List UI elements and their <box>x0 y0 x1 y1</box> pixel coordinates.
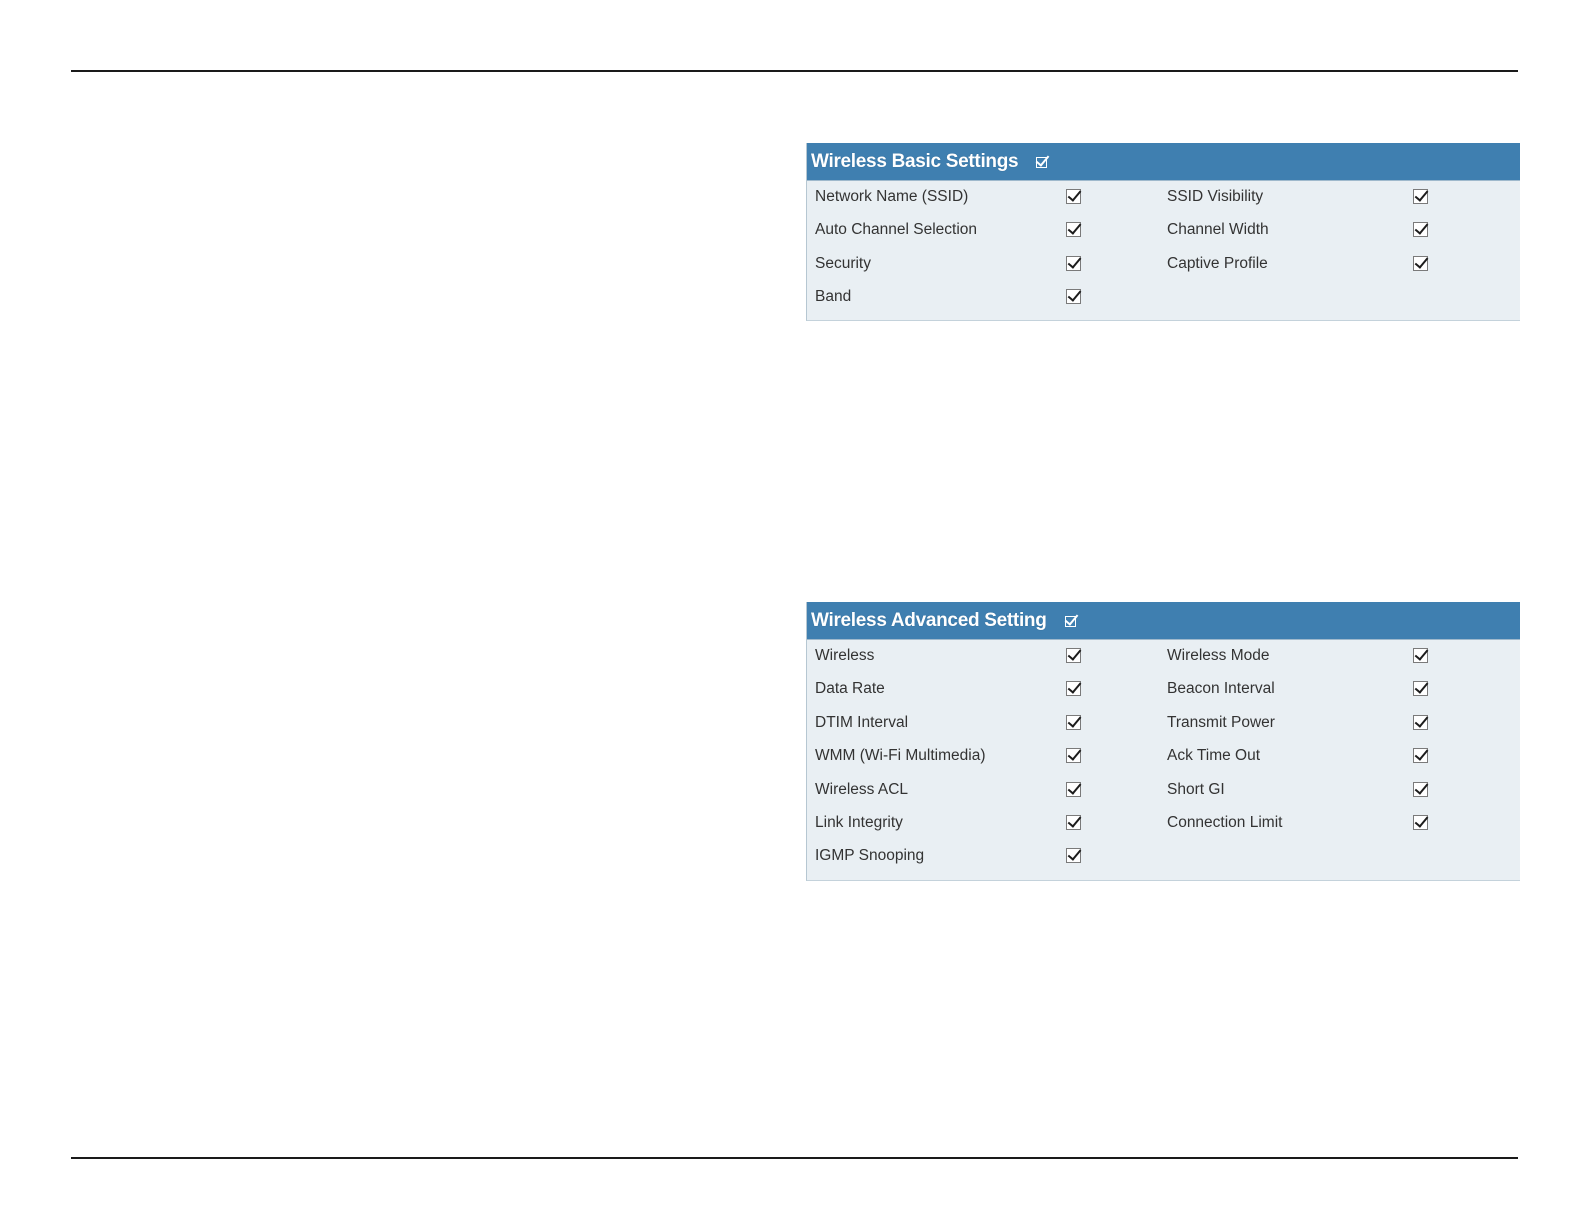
setting-checkbox[interactable] <box>1413 748 1428 763</box>
setting-label: Wireless Mode <box>1167 647 1270 664</box>
setting-label: DTIM Interval <box>815 713 909 731</box>
setting-checkbox[interactable] <box>1413 715 1428 730</box>
setting-label: Captive Profile <box>1167 254 1268 272</box>
settings-row <box>807 840 1520 873</box>
setting-label: Transmit Power <box>1167 713 1275 731</box>
settings-row <box>807 181 1520 214</box>
setting-checkbox[interactable] <box>1066 256 1081 271</box>
check-icon <box>1036 152 1050 166</box>
settings-row <box>807 281 1520 314</box>
setting-checkbox[interactable] <box>1066 815 1081 830</box>
setting-checkbox[interactable] <box>1413 189 1428 204</box>
check-icon <box>1068 287 1082 301</box>
setting-label: Data Rate <box>815 680 885 698</box>
setting-checkbox[interactable] <box>1066 681 1081 696</box>
check-icon <box>1068 187 1082 201</box>
top-rule <box>71 70 1518 72</box>
setting-label: Connection Limit <box>1167 814 1283 831</box>
settings-row <box>807 707 1520 740</box>
check-icon <box>1068 254 1082 268</box>
setting-checkbox[interactable] <box>1413 222 1428 237</box>
setting-label: Band <box>815 288 852 306</box>
check-icon <box>1068 847 1082 861</box>
setting-checkbox[interactable] <box>1066 848 1081 863</box>
check-icon <box>1068 221 1082 235</box>
setting-checkbox[interactable] <box>1066 189 1081 204</box>
settings-row <box>807 673 1520 706</box>
setting-checkbox[interactable] <box>1066 782 1081 797</box>
setting-checkbox[interactable] <box>1066 289 1081 304</box>
setting-checkbox[interactable] <box>1413 648 1428 663</box>
check-icon <box>1068 746 1082 760</box>
check-icon <box>1064 611 1078 625</box>
wireless-advanced-setting-select-all-checkbox[interactable] <box>1065 614 1079 628</box>
setting-label: Short GI <box>1167 780 1225 798</box>
setting-label: Wireless <box>815 647 875 664</box>
setting-checkbox[interactable] <box>1413 782 1428 797</box>
wireless-basic-settings-header <box>807 143 1520 181</box>
bottom-rule <box>71 1157 1518 1159</box>
check-icon <box>1415 646 1429 660</box>
check-icon <box>1415 746 1429 760</box>
setting-label: Security <box>815 254 871 272</box>
setting-label: Network Name (SSID) <box>815 188 969 205</box>
setting-label: Beacon Interval <box>1167 680 1275 698</box>
check-icon <box>1415 254 1429 268</box>
setting-label: WMM (Wi-Fi Multimedia) <box>815 747 986 765</box>
settings-row <box>807 640 1520 673</box>
check-icon <box>1415 187 1429 201</box>
check-icon <box>1068 680 1082 694</box>
setting-label: Ack Time Out <box>1167 747 1261 765</box>
wireless-advanced-setting-header <box>807 602 1520 640</box>
check-icon <box>1415 780 1429 794</box>
setting-label: SSID Visibility <box>1167 188 1264 205</box>
wireless-advanced-setting-title: Wireless Advanced Setting <box>811 609 1047 631</box>
setting-checkbox[interactable] <box>1413 815 1428 830</box>
setting-checkbox[interactable] <box>1066 748 1081 763</box>
settings-row <box>807 248 1520 281</box>
setting-label: IGMP Snooping <box>815 847 925 865</box>
setting-label: Link Integrity <box>815 814 903 831</box>
setting-checkbox[interactable] <box>1413 256 1428 271</box>
setting-checkbox[interactable] <box>1066 222 1081 237</box>
settings-row <box>807 740 1520 773</box>
check-icon <box>1068 646 1082 660</box>
wireless-basic-settings-title: Wireless Basic Settings <box>811 150 1019 172</box>
check-icon <box>1415 713 1429 727</box>
setting-label: Auto Channel Selection <box>815 221 978 239</box>
setting-label: Wireless ACL <box>815 780 909 798</box>
settings-row <box>807 774 1520 807</box>
wireless-advanced-setting-panel <box>806 602 1520 881</box>
check-icon <box>1068 713 1082 727</box>
settings-row <box>807 807 1520 840</box>
check-icon <box>1415 680 1429 694</box>
check-icon <box>1415 813 1429 827</box>
wireless-basic-settings-select-all-checkbox[interactable] <box>1036 155 1050 169</box>
settings-row <box>807 214 1520 247</box>
setting-label: Channel Width <box>1167 221 1269 239</box>
check-icon <box>1415 221 1429 235</box>
wireless-basic-settings-panel <box>806 143 1520 321</box>
check-icon <box>1068 813 1082 827</box>
setting-checkbox[interactable] <box>1066 715 1081 730</box>
setting-checkbox[interactable] <box>1066 648 1081 663</box>
setting-checkbox[interactable] <box>1413 681 1428 696</box>
check-icon <box>1068 780 1082 794</box>
